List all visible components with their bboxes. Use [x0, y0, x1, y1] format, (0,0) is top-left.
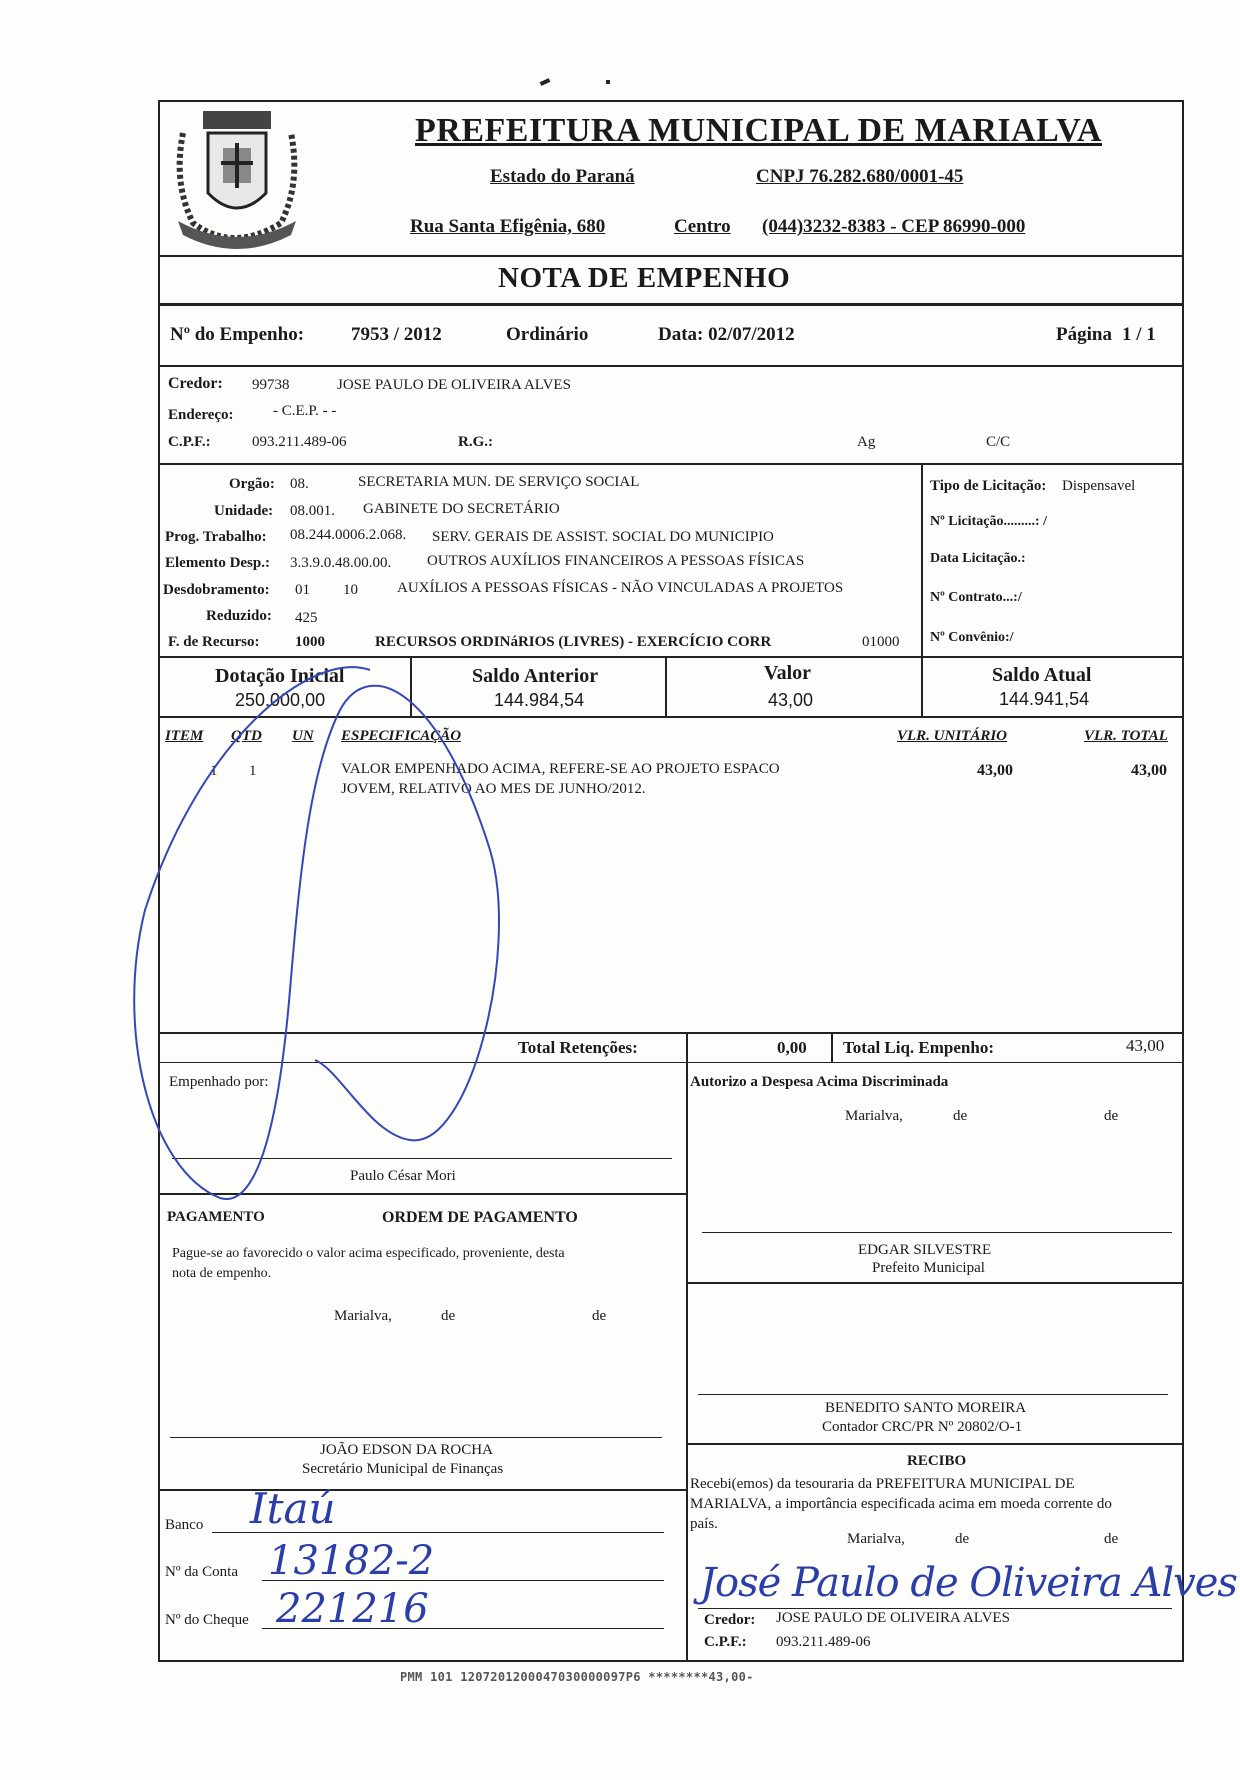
recibo-de1: de: [955, 1531, 970, 1547]
header-phone-cep: (044)3232-8383 - CEP 86990-000: [762, 216, 1026, 237]
recibo-city: Marialva,: [847, 1531, 905, 1547]
empenhado-label: Empenhado por:: [169, 1074, 269, 1090]
desdobramento-name: AUXÍLIOS A PESSOAS FÍSICAS - NÃO VINCULADAS A PROJETOS: [397, 580, 844, 596]
item-total-value: 43,00: [1131, 762, 1167, 779]
accountant-name: BENEDITO SANTO MOREIRA: [825, 1400, 1027, 1416]
empenho-type: Ordinário: [506, 324, 589, 345]
autorizo-label: Autorizo a Despesa Acima Discriminada: [690, 1074, 949, 1090]
cc-label: C/C: [986, 434, 1011, 450]
desdobramento-code2: 10: [343, 582, 358, 598]
autorizo-city: Marialva,: [845, 1108, 903, 1124]
saldo-anterior-value: 144.984,54: [494, 690, 585, 710]
recibo-text1: Recebi(emos) da tesouraria da PREFEITURA MUNICIPAL DE: [690, 1476, 1075, 1492]
total-liquido-value: 43,00: [1126, 1036, 1165, 1055]
recibo-text3: país.: [690, 1516, 718, 1532]
rg-label: R.G.:: [458, 434, 493, 450]
saldo-anterior-label: Saldo Anterior: [472, 665, 599, 687]
ordem-pagamento-label: ORDEM DE PAGAMENTO: [382, 1209, 578, 1226]
col-vlr-unitario: VLR. UNITÁRIO: [897, 728, 1008, 744]
cpf-value: 093.211.489-06: [252, 434, 347, 450]
retencoes-value: 0,00: [777, 1038, 807, 1057]
col-vlr-total: VLR. TOTAL: [1084, 728, 1168, 744]
recibo-signature: José Paulo de Oliveira Alves: [700, 1560, 1237, 1606]
empenho-number: 7953 / 2012: [351, 324, 442, 345]
header-cnpj: CNPJ 76.282.680/0001-45: [756, 166, 964, 187]
mayor-name: EDGAR SILVESTRE: [858, 1242, 992, 1258]
pagamento-label: PAGAMENTO: [167, 1209, 265, 1225]
elemento-name: OUTROS AUXÍLIOS FINANCEIROS A PESSOAS FÍSICAS: [427, 553, 805, 569]
unidade-code: 08.001.: [290, 503, 335, 519]
pagamento-city: Marialva,: [334, 1308, 392, 1324]
numero-contrato: Nº Contrato...:/: [930, 590, 1022, 605]
recibo-credor-label: Credor:: [704, 1612, 756, 1628]
pen-loop-mark: [110, 650, 510, 1210]
orgao-code: 08.: [290, 476, 309, 492]
saldo-atual-label: Saldo Atual: [992, 664, 1092, 686]
credor-label: Credor:: [168, 375, 223, 392]
empenhado-name: Paulo César Mori: [350, 1168, 456, 1184]
document-title: NOTA DE EMPENHO: [498, 262, 791, 294]
secretary-name: JOÃO EDSON DA ROCHA: [320, 1442, 493, 1458]
recibo-cpf-value: 093.211.489-06: [776, 1634, 871, 1650]
col-qtd: QTD: [231, 728, 262, 744]
numero-licitacao: Nº Licitação.........: /: [930, 514, 1047, 529]
valor-label: Valor: [764, 662, 812, 684]
autorizo-de1: de: [953, 1108, 968, 1124]
desdobramento-label: Desdobramento:: [163, 582, 270, 598]
unidade-name: GABINETE DO SECRETÁRIO: [363, 501, 560, 517]
col-un: UN: [292, 728, 314, 744]
item-desc-line1: VALOR EMPENHADO ACIMA, REFERE-SE AO PROJETO ESPACO: [341, 761, 780, 777]
conta-label: Nº da Conta: [165, 1564, 238, 1580]
header-street: Rua Santa Efigênia, 680: [410, 216, 606, 237]
recibo-credor-name: JOSE PAULO DE OLIVEIRA ALVES: [776, 1610, 1010, 1626]
tipo-licitacao-value: Dispensavel: [1062, 478, 1136, 494]
footer-barcode-text: PMM 101 1207201200047030000097P6 ********43,00-: [400, 1670, 754, 1684]
credor-code: 99738: [252, 377, 290, 393]
retencoes-label: Total Retenções:: [518, 1038, 638, 1057]
orgao-label: Orgão:: [229, 476, 275, 492]
data-licitacao: Data Licitação.:: [930, 551, 1026, 566]
reduzido-value: 425: [295, 610, 318, 626]
pagamento-de2: de: [592, 1308, 607, 1324]
banco-handwritten: Itaú: [250, 1484, 336, 1533]
empenho-label: Nº do Empenho:: [170, 324, 305, 345]
numero-convenio: Nº Convênio:/: [930, 630, 1014, 645]
address-value: - C.E.P. - -: [273, 403, 337, 419]
cpf-label: C.P.F.:: [168, 434, 211, 450]
fonte-code2: 01000: [862, 634, 900, 650]
header-state: Estado do Paraná: [490, 166, 635, 187]
coat-of-arms-icon: [163, 103, 311, 255]
valor-value: 43,00: [768, 690, 814, 710]
cheque-handwritten: 221216: [276, 1586, 429, 1632]
recibo-cpf-label: C.P.F.:: [704, 1634, 747, 1650]
item-qtd: 1: [249, 763, 257, 779]
accountant-role: Contador CRC/PR Nº 20802/O-1: [822, 1419, 1023, 1435]
fonte-label: F. de Recurso:: [168, 634, 260, 650]
secretary-role: Secretário Municipal de Finanças: [302, 1461, 504, 1477]
header-district: Centro: [674, 216, 731, 237]
scan-mark: [606, 80, 610, 84]
orgao-name: SECRETARIA MUN. DE SERVIÇO SOCIAL: [358, 474, 640, 490]
prog-code: 08.244.0006.2.068.: [290, 527, 407, 543]
saldo-atual-value: 144.941,54: [999, 689, 1090, 709]
unidade-label: Unidade:: [214, 503, 274, 519]
recibo-title: RECIBO: [907, 1453, 967, 1469]
scan-mark: [540, 78, 551, 86]
header-title: PREFEITURA MUNICIPAL DE MARIALVA: [415, 112, 1102, 149]
page-number: 1 / 1: [1122, 324, 1156, 345]
fonte-name: RECURSOS ORDINáRIOS (LIVRES) - EXERCÍCIO CORR: [375, 634, 772, 650]
col-item: ITEM: [165, 728, 204, 744]
item-number: 1: [210, 763, 218, 779]
col-especificacao: ESPECIFICAÇÃO: [341, 728, 462, 744]
mayor-role: Prefeito Municipal: [872, 1260, 985, 1276]
pagamento-text2: nota de empenho.: [172, 1266, 272, 1281]
recibo-text2: MARIALVA, a importância especificada acima em moeda corrente do: [690, 1496, 1112, 1512]
ag-label: Ag: [857, 434, 876, 450]
desdobramento-code1: 01: [295, 582, 310, 598]
item-desc-line2: JOVEM, RELATIVO AO MES DE JUNHO/2012.: [341, 781, 646, 797]
address-label: Endereço:: [168, 407, 234, 423]
credor-name: JOSE PAULO DE OLIVEIRA ALVES: [337, 377, 571, 393]
autorizo-de2: de: [1104, 1108, 1119, 1124]
elemento-label: Elemento Desp.:: [165, 555, 270, 571]
page-label: Página: [1056, 324, 1112, 345]
fonte-code: 1000: [295, 634, 325, 650]
prog-label: Prog. Trabalho:: [165, 529, 267, 545]
dotacao-label: Dotação Inicial: [215, 665, 345, 687]
item-unit-value: 43,00: [977, 762, 1013, 779]
elemento-code: 3.3.9.0.48.00.00.: [290, 555, 392, 571]
dotacao-value: 250.000,00: [235, 690, 326, 710]
conta-handwritten: 13182-2: [268, 1538, 435, 1584]
cheque-label: Nº do Cheque: [165, 1612, 249, 1628]
empenho-date: Data: 02/07/2012: [658, 324, 795, 345]
banco-label: Banco: [165, 1517, 204, 1533]
pagamento-de1: de: [441, 1308, 456, 1324]
reduzido-label: Reduzido:: [206, 608, 272, 624]
total-liquido-label: Total Liq. Empenho:: [843, 1038, 994, 1057]
tipo-licitacao-label: Tipo de Licitação:: [930, 478, 1047, 494]
pagamento-text1: Pague-se ao favorecido o valor acima especificado, proveniente, desta: [172, 1246, 565, 1261]
prog-name: SERV. GERAIS DE ASSIST. SOCIAL DO MUNICIPIO: [432, 529, 774, 545]
recibo-de2: de: [1104, 1531, 1119, 1547]
